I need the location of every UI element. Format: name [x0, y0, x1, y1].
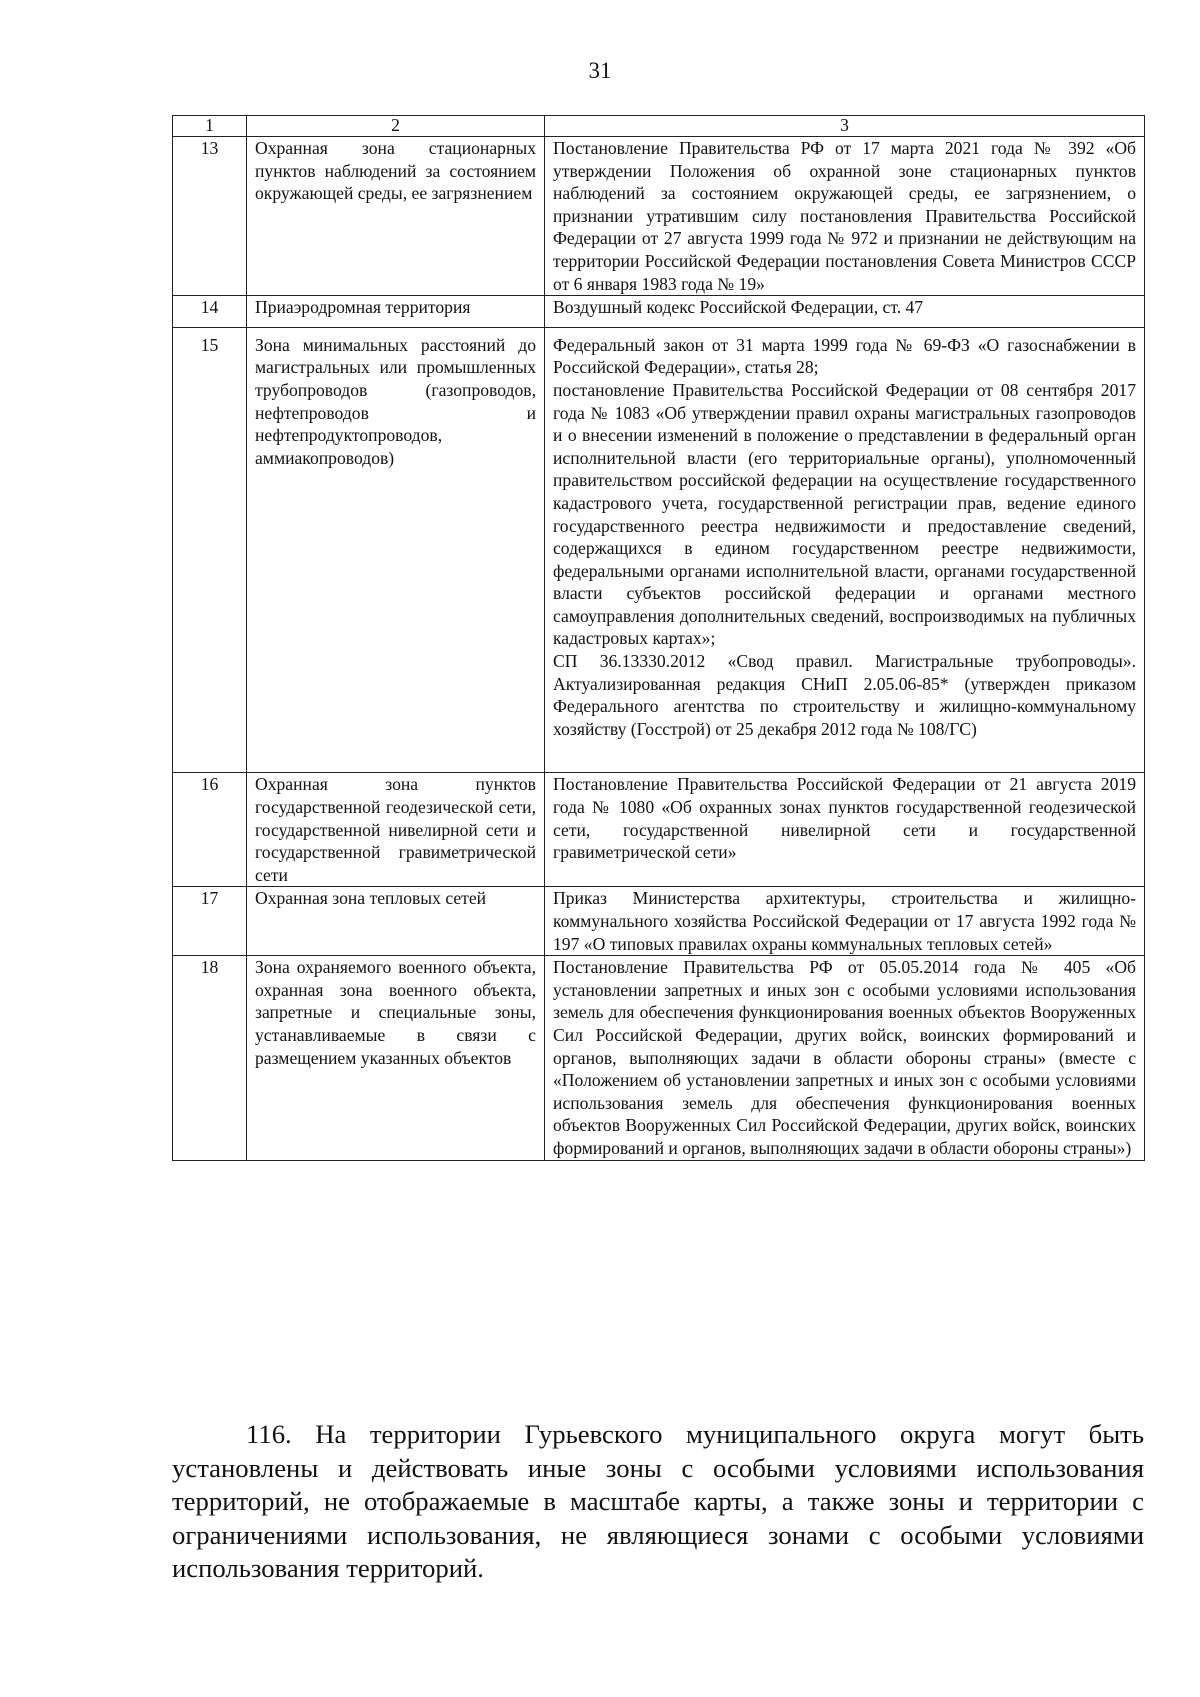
legal-basis-text: СП 36.13330.2012 «Свод правил. Магистральные трубопроводы». Актуализированная редакция СНиП 2.05.06-85* (утвержден приказом Федерального агентства по строительству и жилищно-коммунальному хозяйству (Госстрой) от 25 декабря 2012 года № 108/ГС) [553, 651, 1136, 739]
column-header-2: 2 [247, 116, 545, 137]
legal-basis [545, 956, 1145, 1160]
legal-basis-text: Воздушный кодекс Российской Федерации, ст. 47 [553, 297, 924, 318]
paragraph-text: 116. На территории Гурьевского муниципального округа могут быть установлены и действовать иные зоны с особыми условиями использования территорий, не отображаемые в масштабе карты, а также зоны и территории с ограничениями использования, не являющиеся зонами с особыми условиями использования территорий. [172, 1419, 1144, 1583]
legal-basis-text: Приказ Министерства архитектуры, строительства и жилищно-коммунального хозяйства Российской Федерации от 17 августа 1992 года № 197 «О типовых правилах охраны коммунальных тепловых сетей» [553, 888, 1136, 954]
legal-basis [545, 887, 1145, 956]
zone-name: Приаэродромная территория [247, 296, 545, 328]
table-row [173, 887, 1145, 956]
table-row [173, 137, 1145, 296]
row-number: 18 [173, 956, 247, 1160]
table-row [173, 296, 1145, 328]
row-number: 17 [173, 887, 247, 956]
column-header-3: 3 [545, 116, 1145, 137]
table-row [173, 773, 1145, 887]
zone-name: Охранная зона стационарных пунктов наблюдений за состоянием окружающей среды, ее загрязнением [247, 137, 545, 296]
body-paragraph [172, 1418, 1144, 1586]
legal-basis-text: Постановление Правительства РФ от 17 марта 2021 года № 392 «Об утверждении Положения об охранной зоне стационарных пунктов наблюдений за состоянием окружающей среды, ее загрязнением, о признании утратившим силу постановления Правительства Российской Федерации от 27 августа 1999 года № 972 и признании не действующим на территории Российской Федерации постановления Совета Министров СССР от 6 января 1983 года № 19» [553, 138, 1136, 294]
zone-name: Охранная зона пунктов государственной геодезической сети, государственной нивелирной сети и государственной гравиметрической сети [247, 773, 545, 887]
zone-name: Зона охраняемого военного объекта, охранная зона военного объекта, запретные и специальные зоны, устанавливаемые в связи с размещением указанных объектов [247, 956, 545, 1160]
table-header-row [173, 116, 1145, 137]
legal-basis [545, 327, 1145, 773]
zone-name: Охранная зона тепловых сетей [247, 887, 545, 956]
legal-basis [545, 296, 1145, 328]
row-number: 16 [173, 773, 247, 887]
column-header-1: 1 [173, 116, 247, 137]
legal-basis [545, 137, 1145, 296]
legal-basis-text: Постановление Правительства РФ от 05.05.2014 года № 405 «Об установлении запретных и иных зон с особыми условиями использования земель для обеспечения функционирования военных объектов Вооруженных Сил Российской Федерации, других войск, воинских формирований и органов, выполняющих задачи в области обороны страны» (вместе с «Положением об установлении запретных и иных зон с особыми условиями использования земель для обеспечения функционирования военных объектов Вооруженных Сил Российской Федерации, других войск, воинских формирований и органов, выполняющих задачи в области обороны страны») [553, 957, 1136, 1158]
legal-basis [545, 773, 1145, 887]
row-number: 15 [173, 327, 247, 773]
row-number: 13 [173, 137, 247, 296]
legal-basis-text: постановление Правительства Российской Федерации от 08 сентября 2017 года № 1083 «Об утверждении правил охраны магистральных газопроводов и о внесении изменений в положение о представлении в федеральный орган исполнительной власти (его территориальные органы), уполномоченный правительством российской федерации на осуществление государственного кадастрового учета, государственной регистрации прав, ведение единого государственного реестра недвижимости и предоставление сведений, содержащихся в едином государственном реестре недвижимости, федеральными органами исполнительной власти, органами государственной власти субъектов российской федерации и органами местного самоуправления дополнительных сведений, воспроизводимых на публичных кадастровых картах»; [553, 379, 1136, 649]
table-row [173, 956, 1145, 1160]
zone-name: Зона минимальных расстояний до магистральных или промышленных трубопроводов (газопроводов, нефтепроводов и нефтепродуктопроводов, аммиакопроводов) [247, 327, 545, 773]
row-number: 14 [173, 296, 247, 328]
page-number: 31 [588, 58, 612, 83]
table-row [173, 327, 1145, 773]
legal-basis-text: Федеральный закон от 31 марта 1999 года № 69-ФЗ «О газоснабжении в Российской Федерации», статья 28; [553, 334, 1136, 378]
zones-table [172, 115, 1145, 1161]
legal-basis-text: Постановление Правительства Российской Федерации от 21 августа 2019 года № 1080 «Об охранных зонах пунктов государственной геодезической сети, государственной нивелирной сети и государственной гравиметрической сети» [553, 774, 1136, 863]
